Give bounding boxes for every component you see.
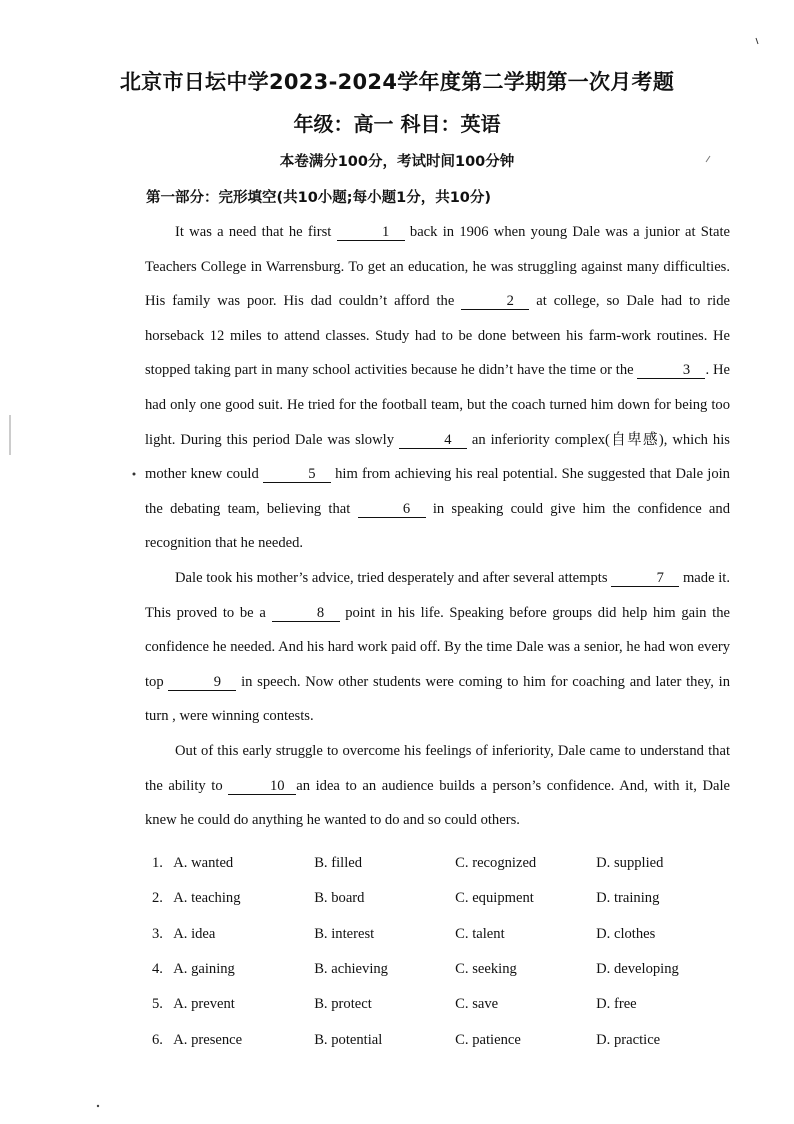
option-b: B. interest	[314, 925, 375, 942]
question-number: 6.	[152, 1031, 163, 1048]
blank-7: 7	[611, 570, 679, 587]
option-d: D. practice	[596, 1031, 661, 1048]
option-c: C. talent	[455, 925, 505, 942]
option-c: C. seeking	[455, 961, 517, 978]
passage-text: back in 1906 when young Dale was a junior at State Teachers College in Warrensburg. To get an education, he was struggling against many difficulties. His family was poor. His dad couldn’t afford the	[145, 224, 730, 310]
question-number: 2.	[152, 890, 163, 907]
section-heading: 第一部分：完形填空(共10小题;每小题1分，共10分)	[146, 190, 491, 206]
option-c: C. equipment	[455, 890, 534, 907]
passage-text: an idea to an audience builds a person’s confidence. And, with it, Dale knew he could do anything he wanted to do and so could others.	[145, 777, 730, 829]
paragraph-2	[145, 561, 730, 734]
option-a: A. idea	[173, 925, 216, 942]
option-a: A. teaching	[173, 890, 241, 907]
option-d: D. free	[596, 996, 637, 1013]
blank-9: 9	[168, 674, 236, 691]
exam-title: 北京市日坛中学2023-2024学年度第二学期第一次月考题	[119, 70, 675, 94]
question-number: 4.	[152, 961, 163, 978]
question-number: 1.	[152, 855, 163, 872]
option-c: C. save	[455, 996, 499, 1013]
paragraph-1	[145, 215, 730, 561]
question-row	[152, 1022, 712, 1057]
option-b: B. filled	[314, 855, 363, 872]
option-b: B. protect	[314, 996, 372, 1013]
passage-text: in speech. Now other students were coming to him for coaching and later they, in turn , were winning contests.	[145, 673, 730, 725]
exam-note: 本卷满分100分，考试时间100分钟	[279, 154, 515, 170]
question-row	[152, 846, 712, 881]
option-a: A. wanted	[173, 855, 234, 872]
passage-text: It was a need that he first	[175, 224, 332, 240]
question-row	[152, 881, 712, 916]
option-a: A. prevent	[173, 996, 235, 1013]
option-d: D. developing	[596, 961, 679, 978]
blank-10: 10	[228, 778, 296, 795]
question-number: 3.	[152, 925, 163, 942]
cloze-passage	[145, 215, 730, 838]
option-b: B. achieving	[314, 961, 388, 978]
option-b: B. potential	[314, 1031, 383, 1048]
blank-8: 8	[272, 605, 340, 622]
blank-6: 6	[358, 501, 426, 518]
blank-2: 2	[461, 293, 529, 310]
option-d: D. clothes	[596, 925, 656, 942]
passage-text: Dale took his mother’s advice, tried desperately and after several attempts	[175, 569, 608, 586]
passage-text: at college, so Dale had to ride horseback 12 miles to attend classes. Study had to be done between his farm-work routines. He stopped taking part in many school activities because he didn’t have the time or the	[145, 293, 730, 379]
passage-text: him from achieving his real potential. She suggested that Dale join the debating team, believing that	[145, 466, 730, 517]
question-number: 5.	[152, 996, 163, 1013]
blank-5: 5	[263, 466, 331, 483]
passage-text: point in his life. Speaking before groups did help him gain the confidence he needed. And his hard work paid off. By the time Dale was a senior, he had won every top	[145, 604, 730, 690]
passage-text: Out of this early struggle to overcome his feelings of inferiority, Dale came to understand that the ability to	[145, 742, 730, 794]
blank-4: 4	[399, 432, 467, 449]
passage-text: in speaking could give him the confidence and recognition that he needed.	[145, 500, 730, 552]
passage-text: made it. This proved to be a	[145, 569, 731, 621]
blank-1: 1	[337, 224, 405, 241]
option-b: B. board	[314, 890, 365, 907]
passage-text: . He had only one good suit. He tried for the football team, but the coach turned him down for being too light. During this period Dale was slowly	[145, 362, 730, 448]
paragraph-3	[145, 734, 730, 838]
blank-3: 3	[637, 362, 705, 379]
question-row	[152, 917, 712, 952]
question-row	[152, 987, 712, 1022]
answer-options	[152, 846, 712, 1058]
option-c: C. patience	[455, 1031, 521, 1048]
question-row	[152, 952, 712, 987]
option-a: A. gaining	[173, 961, 235, 978]
option-d: D. training	[596, 890, 660, 907]
exam-subtitle: 年级：高一 科目：英语	[293, 112, 501, 136]
option-a: A. presence	[173, 1031, 243, 1048]
option-d: D. supplied	[596, 855, 664, 872]
option-c: C. recognized	[455, 855, 537, 872]
passage-text: an inferiority complex(自卑感), which his mother knew could	[145, 431, 730, 483]
